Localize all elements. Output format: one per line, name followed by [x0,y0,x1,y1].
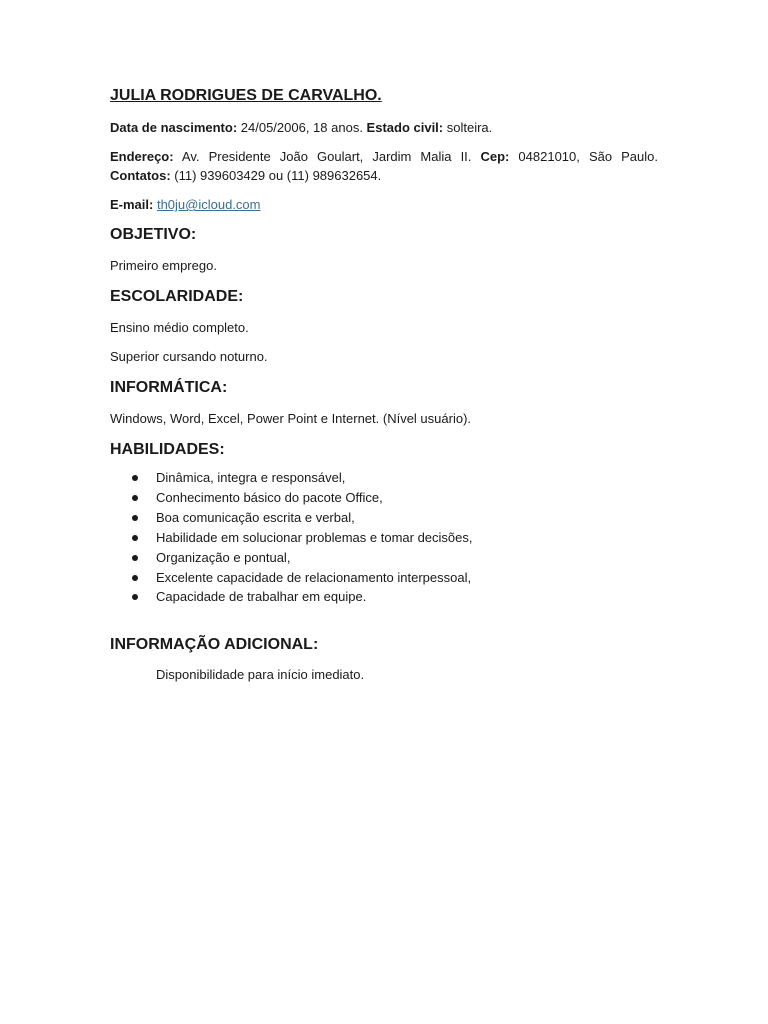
adicional-text: Disponibilidade para início imediato. [156,667,365,683]
list-item [110,528,658,548]
skill-text: Conhecimento básico do pacote Office, [156,489,383,505]
civil-status-label: Estado civil: [366,120,444,135]
cep-label: Cep: [480,149,510,164]
list-item [110,587,658,607]
address-line [110,147,658,166]
escolaridade-item: Ensino médio completo. [110,320,249,335]
skills-list [110,468,658,607]
skill-text: Excelente capacidade de relacionamento interpessoal, [156,569,472,585]
section-title-informatica: INFORMÁTICA: [110,379,228,396]
email-line [110,195,658,214]
list-item [110,508,658,528]
civil-status-value: solteira. [443,120,493,135]
bullet-icon [132,515,138,521]
resume-content [110,86,658,684]
email-label: E-mail: [110,197,154,212]
birth-civil-line [110,118,658,137]
bullet-icon [132,495,138,501]
informatica-text: Windows, Word, Excel, Power Point e Internet. (Nível usuário). [110,411,472,426]
contacts-line [110,166,658,185]
bullet-icon [132,594,138,600]
email-link[interactable]: th0ju@icloud.com [156,197,261,212]
skill-text: Habilidade em solucionar problemas e tomar decisões, [156,529,473,545]
skill-text: Boa comunicação escrita e verbal, [156,509,355,525]
section-title-adicional: INFORMAÇÃO ADICIONAL: [110,636,319,654]
list-item [110,468,658,488]
section-title-escolaridade: ESCOLARIDADE: [110,288,244,305]
bullet-icon [132,575,138,581]
birth-value: 24/05/2006, 18 anos. [237,120,367,135]
bullet-icon [132,475,138,481]
skill-text: Capacidade de trabalhar em equipe. [156,589,367,605]
list-item [110,548,658,568]
candidate-name: JULIA RODRIGUES DE CARVALHO. [110,87,382,104]
escolaridade-item: Superior cursando noturno. [110,349,268,364]
objetivo-text: Primeiro emprego. [110,258,217,273]
birth-label: Data de nascimento: [110,120,238,135]
contacts-value: (11) 939603429 ou (11) 989632654. [170,168,382,183]
skill-text: Dinâmica, integra e responsável, [156,470,346,485]
section-title-objetivo: OBJETIVO: [110,226,197,243]
contacts-label: Contatos: [110,168,171,183]
bullet-icon [132,535,138,541]
skill-text: Organização e pontual, [156,549,291,565]
address-value: Av. Presidente João Goulart, Jardim Malia II. [173,149,481,164]
bullet-icon [132,555,138,561]
address-label: Endereço: [110,149,174,164]
cep-value: 04821010, São Paulo. [509,149,659,164]
list-item [110,568,658,588]
list-item [110,488,658,508]
section-title-habilidades: HABILIDADES: [110,441,225,458]
